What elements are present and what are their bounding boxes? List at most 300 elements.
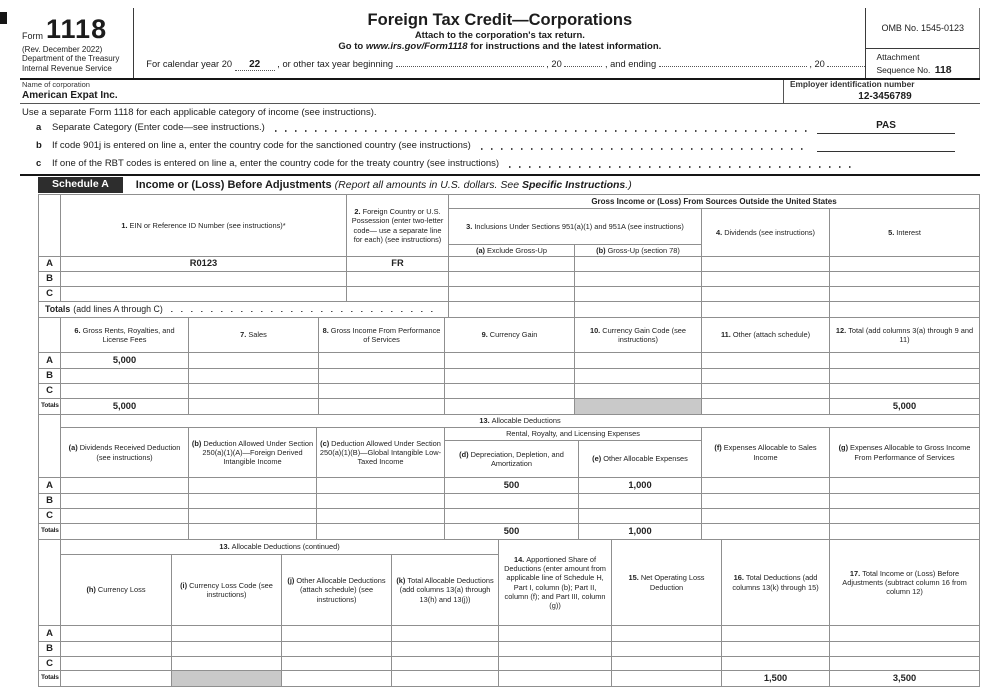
totals-note: (add lines A through C)	[73, 304, 163, 315]
table3-row-b	[39, 494, 980, 509]
total-13k	[392, 671, 499, 687]
row-label: A	[39, 257, 61, 272]
form-title-block	[134, 8, 865, 78]
totals-dot-leader	[171, 311, 436, 313]
goto-instruction	[134, 41, 865, 52]
omb-number: OMB No. 1545-0123	[866, 8, 979, 49]
col13cont-number: 13.	[219, 542, 230, 552]
ein-field[interactable]: 12-3456789	[858, 90, 912, 102]
col13e-text: Other Allocable Expenses	[603, 454, 688, 464]
col11-number: 11.	[720, 330, 731, 340]
col13b-text: Deduction Allowed Under Section 250(a)(1)(A)—Foreign Derived Intangible Income	[202, 438, 314, 467]
cell-15[interactable]	[612, 626, 722, 642]
cell-9[interactable]	[445, 353, 575, 369]
total-10-shaded	[575, 399, 702, 415]
col10-text: Currency Gain Code (see instructions)	[602, 325, 687, 344]
col16-header	[722, 540, 830, 626]
scan-corner-mark	[0, 12, 7, 24]
col13b-letter: (b)	[191, 438, 202, 448]
col16-number: 16.	[733, 573, 744, 583]
cal-20a: , 20	[546, 59, 562, 70]
line-b-dot-leader	[481, 148, 807, 150]
cell-6[interactable]: 5,000	[61, 353, 189, 369]
dept-treasury: Department of the Treasury	[22, 54, 120, 63]
cell-country[interactable]: FR	[347, 257, 449, 272]
col16-text: Total Deductions (add columns 13(k) through 15)	[732, 573, 819, 592]
col13h-letter: (h)	[86, 585, 96, 595]
col3-header	[449, 209, 702, 245]
cell-13k[interactable]	[392, 626, 499, 642]
schedule-a-table-deductions-h-17	[38, 539, 980, 687]
col7-number: 7.	[240, 330, 247, 340]
col13h-header	[61, 555, 172, 626]
total-9	[445, 399, 575, 415]
cell-13b[interactable]	[189, 509, 317, 524]
cell-14[interactable]	[499, 657, 612, 671]
col12-number: 12.	[835, 325, 847, 335]
corporation-name-block	[20, 80, 783, 103]
row-label: B	[39, 369, 61, 384]
col5-header	[830, 209, 980, 257]
cell-10[interactable]	[575, 384, 702, 399]
irs-label: Internal Revenue Service	[22, 63, 112, 73]
cal-20b: , 20	[809, 59, 825, 70]
line-c-text: If one of the RBT codes is entered on line a, enter the country code for the treaty country (see instructions)	[52, 157, 500, 169]
col7-header	[189, 318, 319, 353]
col13c-header	[317, 428, 445, 478]
ending-year-field[interactable]	[827, 57, 865, 67]
col4-text: Dividends (see instructions)	[724, 227, 815, 237]
row-label: C	[39, 287, 61, 302]
cell-14[interactable]	[499, 626, 612, 642]
table2-row-a	[39, 353, 980, 369]
cal-mid1: , or other tax year beginning	[277, 59, 394, 70]
totals-label: Totals	[39, 524, 61, 540]
corporation-name-field[interactable]: American Expat Inc.	[22, 90, 118, 101]
cell-13j[interactable]	[282, 657, 392, 671]
col12-header	[830, 318, 980, 353]
gross-income-group-header: Gross Income or (Loss) From Sources Outside the United States	[449, 195, 980, 209]
total-3a	[449, 302, 575, 318]
cell-13a[interactable]	[61, 494, 189, 509]
cell-4[interactable]	[702, 287, 830, 302]
cell-13g[interactable]	[830, 494, 980, 509]
schedule-a-note-bold: Specific Instructions	[522, 179, 626, 191]
cell-13g[interactable]	[830, 478, 980, 494]
total-16: 1,500	[722, 671, 830, 687]
cell-8[interactable]	[319, 384, 445, 399]
cell-17[interactable]	[830, 626, 980, 642]
cell-13k[interactable]	[392, 642, 499, 657]
col9-header	[445, 318, 575, 353]
col1-header	[61, 195, 347, 257]
totals-word: Totals	[45, 304, 71, 315]
table4-row-b	[39, 642, 980, 657]
col2-header	[347, 195, 449, 257]
cell-13c[interactable]	[317, 494, 445, 509]
col13j-text: Other Allocable Deductions (attach schedule) (see instructions)	[296, 576, 386, 604]
line-c-dot-leader	[509, 166, 852, 168]
cell-7[interactable]	[189, 369, 319, 384]
total-13g	[830, 524, 980, 540]
attach-instruction: Attach to the corporation's tax return.	[414, 30, 585, 42]
cal-pre: For calendar year 20	[146, 59, 233, 70]
cell-13e[interactable]	[579, 494, 702, 509]
cell-17[interactable]	[830, 657, 980, 671]
goto-post: for instructions and the latest information.	[470, 41, 662, 53]
col13k-header	[392, 555, 499, 626]
col2-text: Foreign Country or U.S. Possession (enter two-letter code— use a separate line for each) (see instructions)	[351, 207, 444, 244]
cell-10[interactable]	[575, 369, 702, 384]
col10-number: 10.	[589, 325, 601, 335]
total-13e: 1,000	[579, 524, 702, 540]
col14-header	[499, 540, 612, 626]
cell-8[interactable]	[319, 369, 445, 384]
col13e-letter: (e)	[592, 454, 602, 464]
total-7	[189, 399, 319, 415]
col13d-text: Depreciation, Depletion, and Amortization	[470, 449, 564, 468]
sequence-label: Sequence No.	[876, 65, 931, 76]
row-label: B	[39, 642, 61, 657]
schedule-a-note-pre: (Report all amounts in U.S. dollars. See	[334, 179, 520, 191]
cell-15[interactable]	[612, 657, 722, 671]
cell-13i[interactable]	[172, 642, 282, 657]
omb-block	[865, 8, 980, 78]
row-label: A	[39, 478, 61, 494]
row-label: A	[39, 353, 61, 369]
cell-5[interactable]	[830, 257, 980, 272]
col13d-letter: (d)	[459, 449, 469, 459]
schedule-a-note	[335, 179, 632, 191]
col13k-text: Total Allocable Deductions (add columns 13(a) through 13(h) and 13(j))	[399, 576, 494, 604]
col6-number: 6.	[74, 325, 81, 335]
col13cont-text: Allocable Deductions (continued)	[231, 542, 340, 552]
total-12: 5,000	[830, 399, 980, 415]
cell-4[interactable]	[702, 257, 830, 272]
cell-16[interactable]	[722, 642, 830, 657]
col5-number: 5.	[888, 227, 895, 237]
col13g-letter: (g)	[838, 443, 849, 453]
ein-label: Employer identification number	[790, 79, 915, 89]
col1-number: 1.	[121, 220, 128, 230]
col13i-letter: (i)	[180, 580, 188, 590]
col3b-header	[575, 245, 702, 257]
total-13f	[702, 524, 830, 540]
calendar-year-field[interactable]: 22	[235, 59, 275, 71]
line-a	[22, 118, 980, 136]
corporation-name-label: Name of corporation	[22, 80, 90, 89]
col13e-header	[579, 441, 702, 478]
col14-text: Apportioned Share of Deductions (enter amount from applicable line of Schedule H, Part I, column (b); Part II, column (f); and Part III, column (g))	[504, 555, 606, 610]
sequence-number: 118	[934, 64, 952, 77]
form-id-block	[20, 8, 134, 78]
sequence-line	[876, 63, 979, 77]
cell-13h[interactable]	[61, 626, 172, 642]
total-4	[702, 302, 830, 318]
cell-3a[interactable]	[449, 257, 575, 272]
cell-13f[interactable]	[702, 478, 830, 494]
col13-number: 13.	[479, 416, 490, 426]
col15-header	[612, 540, 722, 626]
cell-17[interactable]	[830, 642, 980, 657]
table1-row-c	[39, 287, 980, 302]
table1-totals-row	[39, 302, 980, 318]
col3a-letter: (a)	[475, 245, 486, 255]
col13a-text: Dividends Received Deduction (see instructions)	[79, 443, 181, 462]
cell-country[interactable]	[347, 272, 449, 287]
cell-13i[interactable]	[172, 626, 282, 642]
col13a-header	[61, 428, 189, 478]
line-c	[22, 154, 980, 172]
table2-row-b	[39, 369, 980, 384]
col13d-header	[445, 441, 579, 478]
cell-13e[interactable]	[579, 509, 702, 524]
cal-mid2: , and ending	[604, 59, 657, 70]
col13h-text: Currency Loss	[97, 585, 146, 595]
col11-header	[702, 318, 830, 353]
sanctioned-country-code-field[interactable]	[817, 138, 955, 152]
separate-category-code-field[interactable]: PAS	[817, 120, 955, 134]
cell-12[interactable]	[830, 384, 980, 399]
col15-number: 15.	[628, 573, 639, 583]
cell-3b[interactable]	[575, 287, 702, 302]
attachment-label: Attachment	[876, 52, 920, 62]
schedule-a-table-columns-1-5	[38, 194, 980, 318]
col9-number: 9.	[481, 330, 488, 340]
irs-url: www.irs.gov/Form1118	[365, 41, 468, 53]
cell-13f[interactable]	[702, 509, 830, 524]
cell-6[interactable]	[61, 384, 189, 399]
total-3b	[575, 302, 702, 318]
cell-ein[interactable]	[61, 287, 347, 302]
col13k-letter: (k)	[396, 576, 406, 586]
cell-5[interactable]	[830, 272, 980, 287]
total-15	[612, 671, 722, 687]
totals-label-cell	[39, 302, 449, 318]
totals-label-line	[41, 304, 446, 315]
cell-13a[interactable]	[61, 509, 189, 524]
col11-text: Other (attach schedule)	[732, 330, 811, 340]
cell-11[interactable]	[702, 353, 830, 369]
table1-row-b	[39, 272, 980, 287]
line-b-text: If code 901j is entered on line a, enter the country code for the sanctioned country (see instructions)	[52, 139, 471, 151]
table4-row-a	[39, 626, 980, 642]
total-14	[499, 671, 612, 687]
col3b-text: Gross-Up (section 78)	[607, 245, 680, 255]
col13g-text: Expenses Allocable to Gross Income From Performance of Services	[850, 443, 971, 462]
col10-header	[575, 318, 702, 353]
col3-number: 3.	[466, 221, 473, 231]
cell-7[interactable]	[189, 384, 319, 399]
col13j-header	[282, 555, 392, 626]
tax-year-beginning-field[interactable]	[396, 57, 544, 67]
line-a-letter: a	[36, 121, 42, 133]
schedule-a-bar	[20, 174, 980, 194]
cell-8[interactable]	[319, 353, 445, 369]
col13i-header	[172, 555, 282, 626]
col5-text: Interest	[896, 227, 921, 237]
col8-header	[319, 318, 445, 353]
cell-4[interactable]	[702, 272, 830, 287]
deductions-continued-group-header	[61, 540, 499, 555]
table3-totals-row	[39, 524, 980, 540]
cell-13b[interactable]	[189, 478, 317, 494]
row-label-header	[39, 195, 61, 257]
cell-3a[interactable]	[449, 287, 575, 302]
col13j-letter: (j)	[287, 576, 295, 586]
row-label-header	[39, 318, 61, 353]
cell-16[interactable]	[722, 657, 830, 671]
col9-text: Currency Gain	[489, 330, 538, 340]
table3-row-c	[39, 509, 980, 524]
rental-royalty-group-header: Rental, Royalty, and Licensing Expenses	[445, 428, 702, 441]
total-13i-shaded	[172, 671, 282, 687]
total-8	[319, 399, 445, 415]
cell-12[interactable]	[830, 353, 980, 369]
schedule-a-title	[136, 179, 632, 191]
cell-16[interactable]	[722, 626, 830, 642]
col1-text: EIN or Reference ID Number (see instructions)*	[129, 220, 286, 230]
cell-country[interactable]	[347, 287, 449, 302]
col14-number: 14.	[513, 555, 525, 565]
table2-row-c	[39, 384, 980, 399]
cell-ein[interactable]	[61, 272, 347, 287]
cell-13j[interactable]	[282, 642, 392, 657]
goto-pre: Go to	[338, 41, 364, 53]
cell-13i[interactable]	[172, 657, 282, 671]
cell-13e[interactable]: 1,000	[579, 478, 702, 494]
table3-row-a	[39, 478, 980, 494]
cell-6[interactable]	[61, 369, 189, 384]
total-13j	[282, 671, 392, 687]
col4-header	[702, 209, 830, 257]
schedule-a-table-columns-6-12	[38, 317, 980, 415]
row-label: A	[39, 626, 61, 642]
cell-13c[interactable]	[317, 509, 445, 524]
attachment-sequence-block	[866, 49, 979, 78]
row-label-header	[39, 540, 61, 626]
calendar-year-line	[134, 57, 865, 71]
col13-text: Allocable Deductions	[491, 416, 561, 426]
cell-13j[interactable]	[282, 626, 392, 642]
col17-text: Total Income or (Loss) Before Adjustments (subtract column 16 from column 12)	[842, 568, 967, 597]
col13a-letter: (a)	[68, 443, 78, 453]
col4-number: 4.	[716, 227, 723, 237]
cell-9[interactable]	[445, 384, 575, 399]
total-5	[830, 302, 980, 318]
total-13a	[61, 524, 189, 540]
total-17: 3,500	[830, 671, 980, 687]
cell-3b[interactable]	[575, 272, 702, 287]
cell-11[interactable]	[702, 369, 830, 384]
cell-13h[interactable]	[61, 657, 172, 671]
form-header	[20, 8, 980, 80]
line-a-text: Separate Category (Enter code—see instructions.)	[52, 121, 265, 133]
cell-5[interactable]	[830, 287, 980, 302]
cell-9[interactable]	[445, 369, 575, 384]
col13i-text: Currency Loss Code (see instructions)	[189, 580, 273, 599]
col13g-header	[830, 428, 980, 478]
cell-13f[interactable]	[702, 494, 830, 509]
cell-7[interactable]	[189, 353, 319, 369]
col13f-text: Expenses Allocable to Sales Income	[723, 443, 817, 462]
line-b	[22, 136, 980, 154]
table1-row-a	[39, 257, 980, 272]
col8-number: 8.	[322, 325, 329, 335]
schedule-a-table-deductions-a-g	[38, 414, 980, 540]
col13f-letter: (f)	[714, 443, 722, 453]
schedule-a-label: Schedule A	[38, 177, 123, 193]
cell-3b[interactable]	[575, 257, 702, 272]
row-label: C	[39, 384, 61, 399]
col13c-letter: (c)	[320, 438, 330, 448]
category-intro: Use a separate Form 1118 for each applicable category of income (see instructions).	[22, 107, 377, 118]
cell-14[interactable]	[499, 642, 612, 657]
col17-header	[830, 540, 980, 626]
deductions-group-header	[61, 415, 980, 428]
table2-totals-row	[39, 399, 980, 415]
table4-totals-row	[39, 671, 980, 687]
beginning-year-field[interactable]	[564, 57, 602, 67]
form-number: 1118	[46, 14, 108, 44]
total-13c	[317, 524, 445, 540]
col3a-text: Exclude Gross-Up	[487, 245, 547, 255]
cell-13d[interactable]: 500	[445, 478, 579, 494]
form-title: Foreign Tax Credit—Corporations	[367, 11, 633, 29]
table4-row-c	[39, 657, 980, 671]
form-number-line	[22, 16, 129, 43]
col13f-header	[702, 428, 830, 478]
total-6: 5,000	[61, 399, 189, 415]
tax-year-ending-field[interactable]	[659, 57, 807, 67]
ein-block	[783, 80, 980, 103]
cell-13a[interactable]	[61, 478, 189, 494]
cell-13k[interactable]	[392, 657, 499, 671]
form-revision: (Rev. December 2022)	[22, 45, 103, 54]
cell-11[interactable]	[702, 384, 830, 399]
cell-13b[interactable]	[189, 494, 317, 509]
row-label-header	[39, 415, 61, 478]
cell-13d[interactable]	[445, 494, 579, 509]
cell-13c[interactable]	[317, 478, 445, 494]
cell-12[interactable]	[830, 369, 980, 384]
schedule-a-note-post: .)	[625, 179, 632, 191]
col3a-header	[449, 245, 575, 257]
total-13d: 500	[445, 524, 579, 540]
cell-15[interactable]	[612, 642, 722, 657]
cell-ein[interactable]: R0123	[61, 257, 347, 272]
totals-label: Totals	[39, 671, 61, 687]
cell-13g[interactable]	[830, 509, 980, 524]
col3-text: Inclusions Under Sections 951(a)(1) and 951A (see instructions)	[474, 221, 684, 231]
row-label: C	[39, 509, 61, 524]
col3b-letter: (b)	[596, 245, 606, 255]
cell-13d[interactable]	[445, 509, 579, 524]
col6-text: Gross Rents, Royalties, and License Fees	[82, 325, 175, 344]
schedule-a-title-text: Income or (Loss) Before Adjustments	[135, 179, 332, 191]
line-c-letter: c	[36, 157, 42, 169]
row-label: C	[39, 657, 61, 671]
cell-13h[interactable]	[61, 642, 172, 657]
cell-10[interactable]	[575, 353, 702, 369]
col17-number: 17.	[849, 568, 861, 578]
total-11	[702, 399, 830, 415]
cell-3a[interactable]	[449, 272, 575, 287]
totals-label: Totals	[39, 399, 61, 415]
col6-header	[61, 318, 189, 353]
col7-text: Sales	[248, 330, 267, 340]
row-label: B	[39, 272, 61, 287]
